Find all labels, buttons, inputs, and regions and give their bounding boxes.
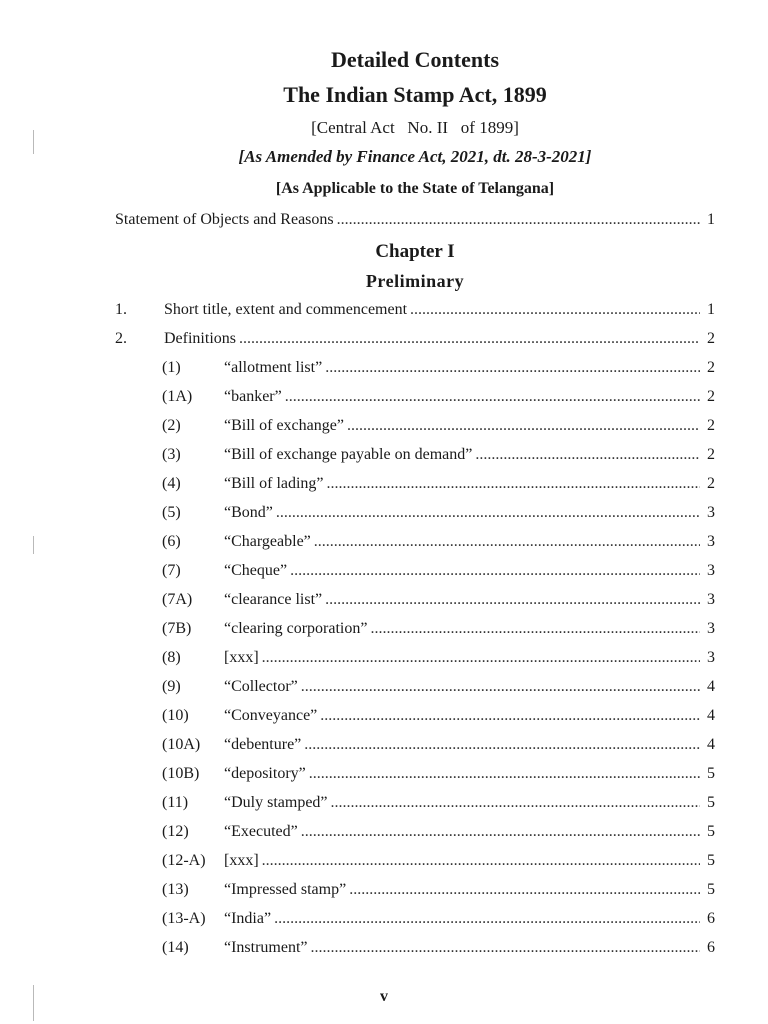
- toc-page-number: 5: [707, 823, 715, 840]
- toc-entry-number: (3): [162, 446, 181, 463]
- toc-entry-number: (4): [162, 475, 181, 492]
- toc-entry-number: 1.: [115, 301, 127, 318]
- toc-entry-label: “banker”: [224, 388, 282, 405]
- dot-leader: [311, 933, 700, 962]
- dot-leader: [347, 411, 700, 440]
- scan-edge-mark: [33, 536, 34, 554]
- toc-entry-label: “clearance list”: [224, 591, 323, 608]
- dot-leader: [475, 440, 700, 469]
- toc-entry-label: [xxx]: [224, 852, 259, 869]
- toc-page-number: 3: [707, 562, 715, 579]
- toc-page-number: 4: [707, 736, 715, 753]
- dot-leader: [314, 527, 700, 556]
- toc-definition-row[interactable]: [115, 701, 715, 730]
- toc-page-number: 5: [707, 881, 715, 898]
- toc-entry-number: (9): [162, 678, 181, 695]
- scan-edge-mark: [33, 130, 34, 154]
- toc-entry-label: “India”: [224, 910, 272, 927]
- toc-definition-row[interactable]: [115, 556, 715, 585]
- toc-definition-row[interactable]: [115, 353, 715, 382]
- toc-page-number: 3: [707, 591, 715, 608]
- toc-entry-label: “Conveyance”: [224, 707, 318, 724]
- toc-page-number: 2: [707, 359, 715, 376]
- toc-entry-number: (10A): [162, 736, 201, 753]
- toc-definition-row[interactable]: [115, 933, 715, 962]
- toc-entry-number: (12): [162, 823, 189, 840]
- toc-entry-label: “allotment list”: [224, 359, 323, 376]
- toc-entry-number: (10): [162, 707, 189, 724]
- toc-entry-label: [xxx]: [224, 649, 259, 666]
- toc-definition-row[interactable]: [115, 788, 715, 817]
- toc-page-number: 4: [707, 707, 715, 724]
- dot-leader: [301, 817, 700, 846]
- page-title: Detailed Contents: [330, 47, 500, 72]
- toc-definition-row[interactable]: [115, 527, 715, 556]
- toc-page-number: 3: [707, 649, 715, 666]
- dot-leader: [301, 672, 700, 701]
- toc-definition-row[interactable]: [115, 382, 715, 411]
- dot-leader: [274, 904, 700, 933]
- page-number: v: [380, 988, 388, 1005]
- toc-entry-label: “Impressed stamp”: [224, 881, 347, 898]
- dot-leader: [349, 875, 700, 904]
- dot-leader: [370, 614, 700, 643]
- toc-definition-row[interactable]: [115, 875, 715, 904]
- toc-list: [115, 295, 715, 962]
- toc-page-number: 5: [707, 794, 715, 811]
- dot-leader: [276, 498, 700, 527]
- toc-entry-number: (13-A): [162, 910, 206, 927]
- toc-definition-row[interactable]: [115, 817, 715, 846]
- toc-entry-number: (13): [162, 881, 189, 898]
- toc-definition-row[interactable]: [115, 759, 715, 788]
- toc-page-number: 2: [707, 475, 715, 492]
- toc-entry-label: “Bill of exchange”: [224, 417, 344, 434]
- toc-definition-row[interactable]: [115, 469, 715, 498]
- toc-entry-label: “Collector”: [224, 678, 298, 695]
- toc-definition-row[interactable]: [115, 440, 715, 469]
- toc-page-number: 6: [707, 910, 715, 927]
- contents-page: [115, 44, 715, 962]
- toc-entry-label: “Chargeable”: [224, 533, 311, 550]
- toc-entry-label: “Bill of exchange payable on demand”: [224, 446, 473, 463]
- toc-page-number: 2: [707, 330, 715, 347]
- toc-section-row[interactable]: [115, 324, 715, 353]
- toc-entry-number: (11): [162, 794, 189, 811]
- chapter-block: [115, 237, 715, 962]
- toc-page-number: 3: [707, 504, 715, 521]
- toc-definition-row[interactable]: [115, 730, 715, 759]
- toc-entry-number: (7B): [162, 620, 192, 637]
- toc-entry-label: “Duly stamped”: [224, 794, 328, 811]
- toc-page-number: 5: [707, 765, 715, 782]
- toc-entry-number: (7A): [162, 591, 193, 608]
- toc-page-number: 3: [707, 620, 715, 637]
- dot-leader: [331, 788, 700, 817]
- toc-entry-label: “Instrument”: [224, 939, 308, 956]
- toc-entry-statement[interactable]: [115, 205, 715, 234]
- toc-entry-label: Definitions: [164, 330, 236, 347]
- toc-entry-label: Statement of Objects and Reasons: [115, 211, 334, 228]
- toc-definition-row[interactable]: [115, 846, 715, 875]
- applicability-note: [As Applicable to the State of Telangana]: [275, 180, 555, 197]
- dot-leader: [290, 556, 700, 585]
- chapter-heading: Chapter I: [375, 241, 455, 262]
- dot-leader: [327, 469, 700, 498]
- act-number: [Central Act No. II of 1899]: [311, 118, 519, 137]
- dot-leader: [337, 205, 700, 234]
- toc-section-row[interactable]: [115, 295, 715, 324]
- toc-definition-row[interactable]: [115, 904, 715, 933]
- amendment-note: [As Amended by Finance Act, 2021, dt. 28-3-2021]: [238, 147, 592, 166]
- toc-entry-number: (2): [162, 417, 181, 434]
- dot-leader: [325, 585, 700, 614]
- toc-entry-label: “depository”: [224, 765, 306, 782]
- toc-definition-row[interactable]: [115, 672, 715, 701]
- toc-entry-number: (7): [162, 562, 181, 579]
- toc-page-number: 1: [707, 301, 715, 318]
- toc-entry-label: “Bond”: [224, 504, 273, 521]
- toc-entry-number: (1A): [162, 388, 193, 405]
- toc-entry-number: (10B): [162, 765, 200, 782]
- toc-entry-number: (8): [162, 649, 181, 666]
- toc-entry-label: “Executed”: [224, 823, 298, 840]
- toc-page-number: 1: [707, 211, 715, 228]
- toc-page-number: 2: [707, 388, 715, 405]
- toc-definition-row[interactable]: [115, 585, 715, 614]
- toc-page-number: 4: [707, 678, 715, 695]
- toc-page-number: 2: [707, 446, 715, 463]
- toc-page-number: 6: [707, 939, 715, 956]
- toc-entry-number: (1): [162, 359, 181, 376]
- dot-leader: [285, 382, 700, 411]
- toc-definition-row[interactable]: [115, 411, 715, 440]
- chapter-subheading: Preliminary: [365, 271, 465, 291]
- dot-leader: [304, 730, 700, 759]
- toc-entry-number: (5): [162, 504, 181, 521]
- toc-definition-row[interactable]: [115, 643, 715, 672]
- act-name: The Indian Stamp Act, 1899: [283, 82, 547, 107]
- toc-page-number: 3: [707, 533, 715, 550]
- dot-leader: [239, 324, 700, 353]
- dot-leader: [320, 701, 700, 730]
- toc-entry-label: “Bill of lading”: [224, 475, 324, 492]
- toc-entry-label: “debenture”: [224, 736, 302, 753]
- toc-entry-number: (6): [162, 533, 181, 550]
- toc-page-number: 2: [707, 417, 715, 434]
- toc-definition-row[interactable]: [115, 498, 715, 527]
- dot-leader: [410, 295, 700, 324]
- dot-leader: [309, 759, 700, 788]
- toc-entry-label: “clearing corporation”: [224, 620, 368, 637]
- toc-entry-number: 2.: [115, 330, 127, 347]
- toc-page-number: 5: [707, 852, 715, 869]
- dot-leader: [262, 643, 700, 672]
- dot-leader: [262, 846, 700, 875]
- toc-entry-number: (12-A): [162, 852, 206, 869]
- toc-entry-label: Short title, extent and commencement: [164, 301, 408, 318]
- toc-entry-label: “Cheque”: [224, 562, 288, 579]
- dot-leader: [325, 353, 700, 382]
- toc-entry-number: (14): [162, 939, 189, 956]
- toc-definition-row[interactable]: [115, 614, 715, 643]
